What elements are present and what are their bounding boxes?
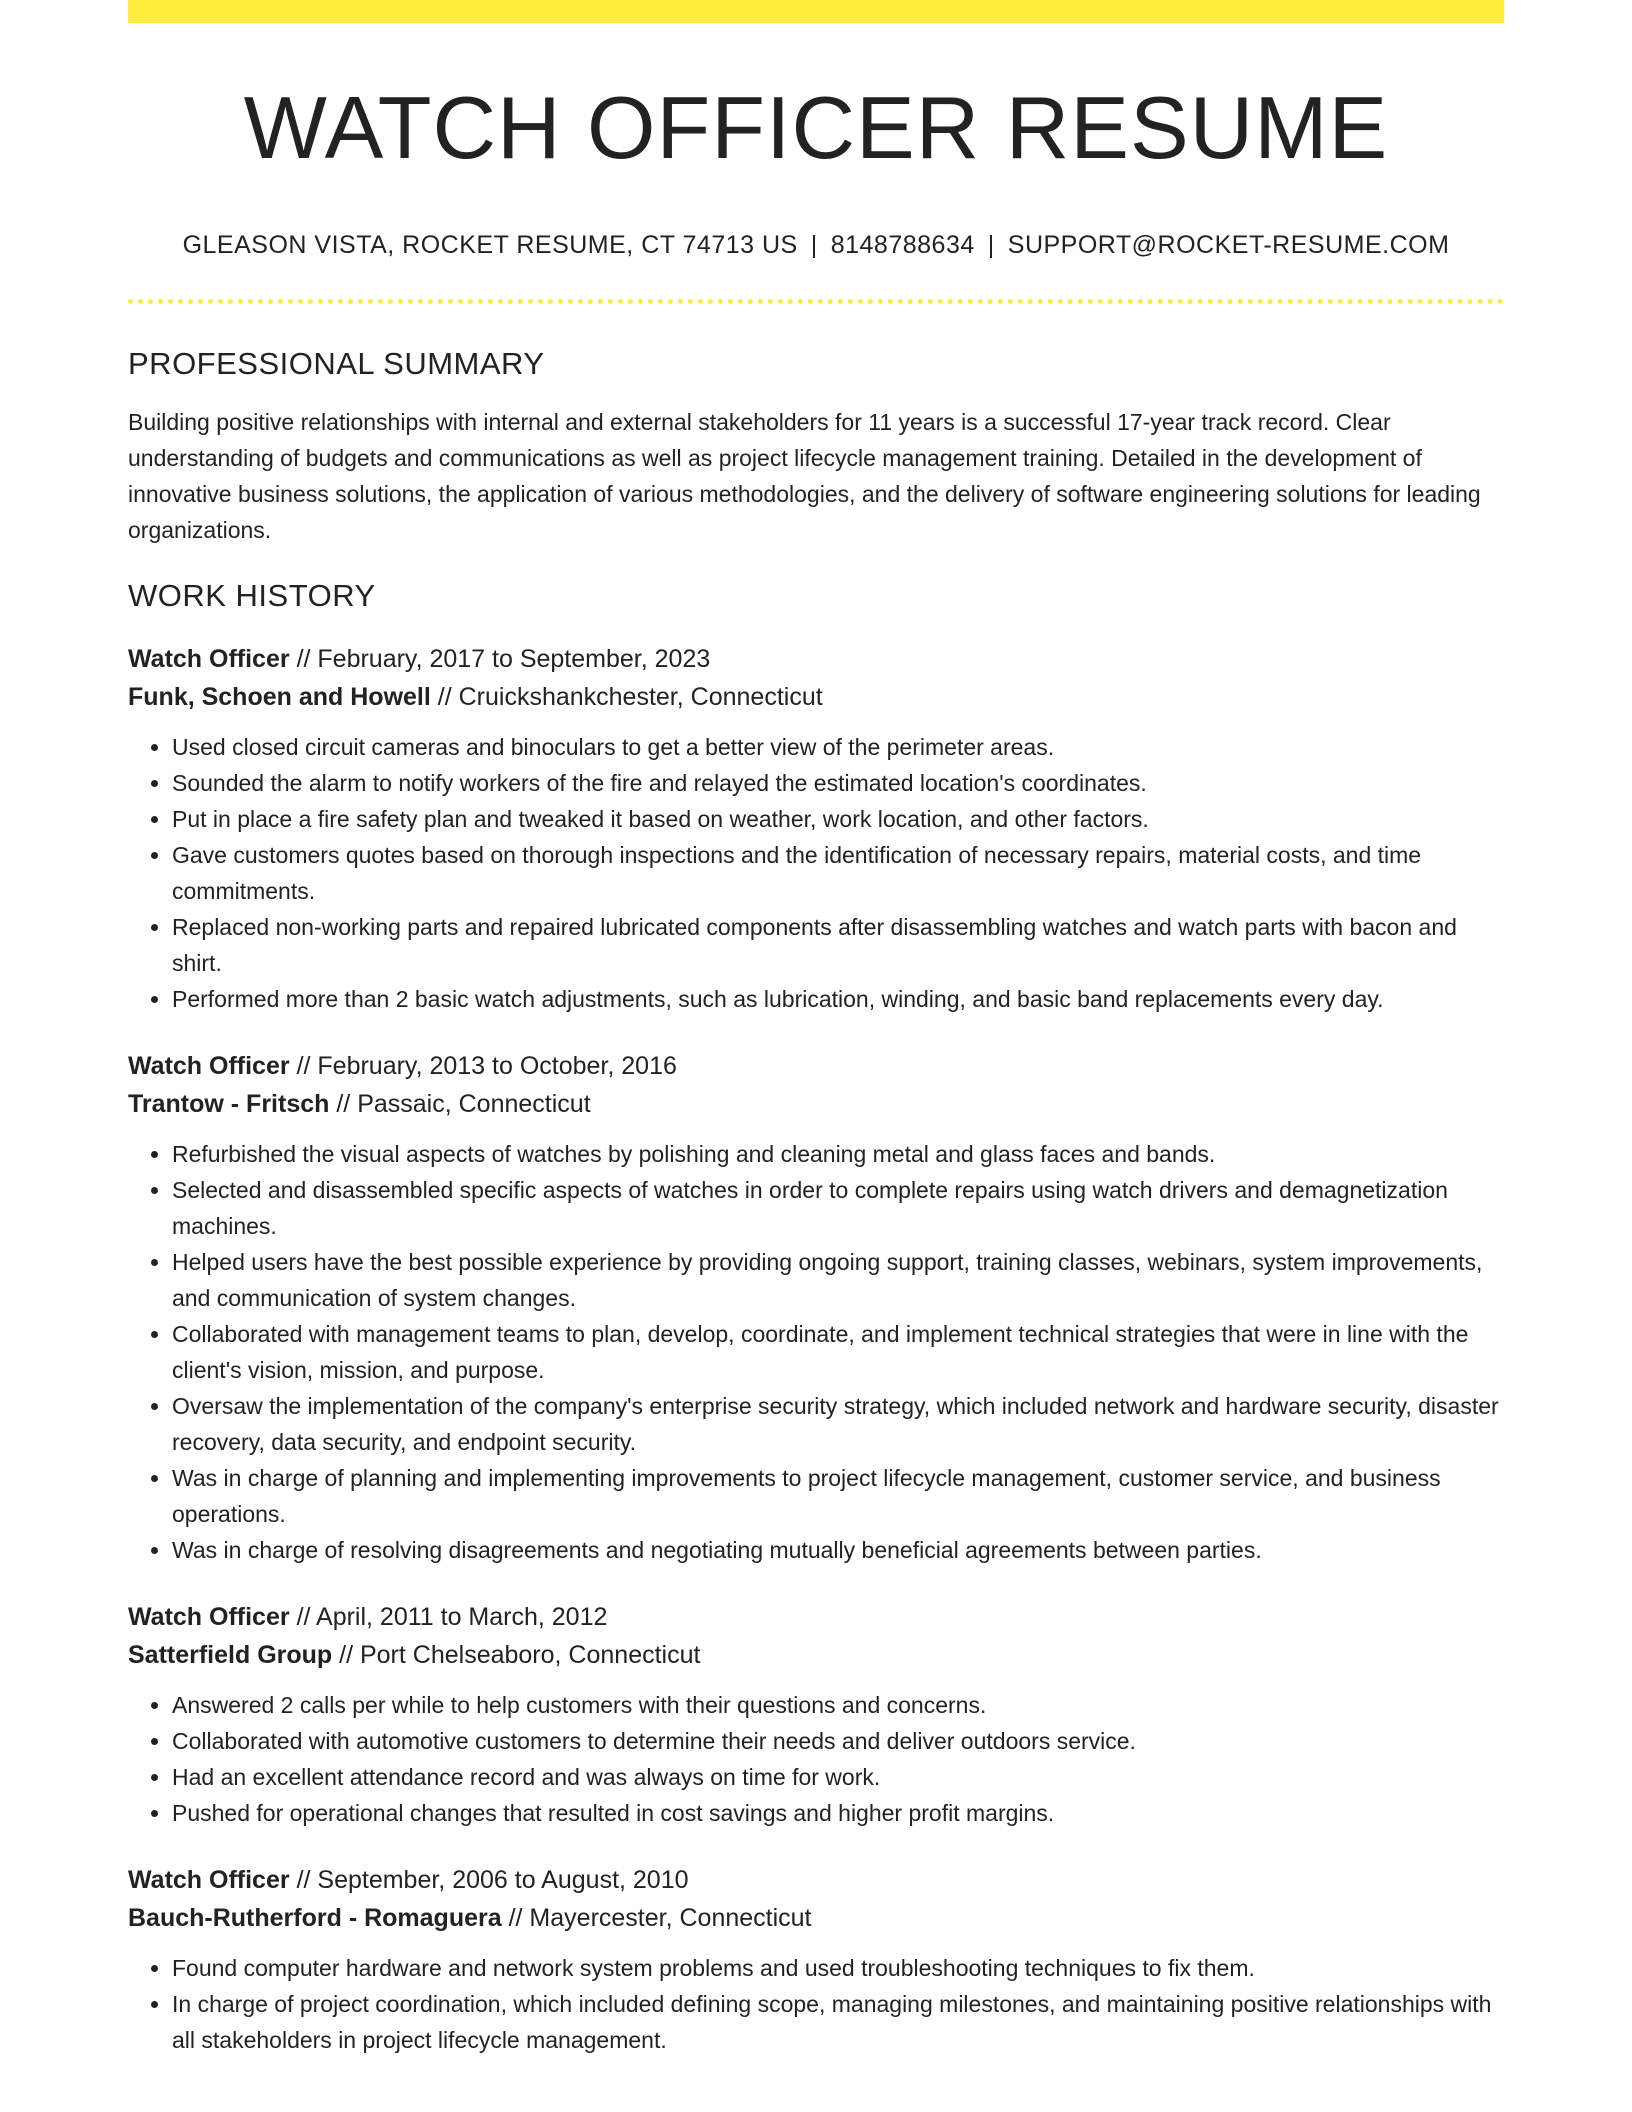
job-bullet: • Performed more than 2 basic watch adjustments, such as lubrication, winding, and basic band replacements every day.: [172, 981, 1504, 1017]
job-bullet: • Oversaw the implementation of the company's enterprise security strategy, which included network and hardware security, disaster recovery, data security, and endpoint security.: [172, 1388, 1504, 1460]
job-entry: [128, 1047, 1504, 1568]
job-bullet: • Had an excellent attendance record and was always on time for work.: [172, 1759, 1504, 1795]
job-company: Bauch-Rutherford - Romaguera: [128, 1903, 502, 1932]
job-location: // Mayercester, Connecticut: [508, 1903, 812, 1932]
job-company: Funk, Schoen and Howell: [128, 682, 431, 711]
job-bullet: • Gave customers quotes based on thorough inspections and the identification of necessary repairs, material costs, and time commitments.: [172, 837, 1504, 909]
job-entry: [128, 1861, 1504, 2058]
job-bullet: • Found computer hardware and network system problems and used troubleshooting techniques to fix them.: [172, 1950, 1504, 1986]
job-company: Satterfield Group: [128, 1640, 333, 1669]
job-bullet: • Selected and disassembled specific aspects of watches in order to complete repairs using watch drivers and demagnetization machines.: [172, 1172, 1504, 1244]
job-title-line: [128, 640, 1504, 678]
job-entry: [128, 1598, 1504, 1831]
job-location: // Passaic, Connecticut: [336, 1089, 591, 1118]
job-title: Watch Officer: [128, 644, 290, 673]
job-bullet: • Pushed for operational changes that resulted in cost savings and higher profit margins.: [172, 1795, 1504, 1831]
contact-line: [128, 231, 1504, 260]
job-title-line: [128, 1047, 1504, 1085]
job-company-line: [128, 1636, 1504, 1674]
job-location: // Cruickshankchester, Connecticut: [437, 682, 823, 711]
work-history-heading: WORK HISTORY: [128, 577, 376, 613]
job-bullet: • Used closed circuit cameras and binoculars to get a better view of the perimeter areas.: [172, 729, 1504, 765]
job-bullet-list: [128, 1950, 1504, 2058]
work-history-list: [128, 640, 1504, 2058]
job-title-line: [128, 1598, 1504, 1636]
job-dates: // February, 2017 to September, 2023: [296, 644, 711, 673]
page-title: WATCH OFFICER RESUME: [243, 78, 1389, 177]
job-dates: // February, 2013 to October, 2016: [296, 1051, 677, 1080]
job-bullet: • In charge of project coordination, which included defining scope, managing milestones, and maintaining positive relationships with all stakeholders in project lifecycle management.: [172, 1986, 1504, 2058]
job-bullet: • Sounded the alarm to notify workers of the fire and relayed the estimated location's coordinates.: [172, 765, 1504, 801]
job-company: Trantow - Fritsch: [128, 1089, 330, 1118]
summary-heading: PROFESSIONAL SUMMARY: [128, 345, 545, 381]
summary-text: Building positive relationships with internal and external stakeholders for 11 years is a successful 17-year track record. Clear understanding of budgets and communications as well as project lifecycle management training. Detailed in the development of innovative business solutions, the application of various methodologies, and the delivery of software engineering solutions for leading organizations.: [128, 408, 1481, 543]
job-title: Watch Officer: [128, 1865, 290, 1894]
job-bullet-list: [128, 729, 1504, 1017]
job-dates: // September, 2006 to August, 2010: [296, 1865, 689, 1894]
job-bullet-list: [128, 1687, 1504, 1831]
contact-email: SUPPORT@ROCKET-RESUME.COM: [1007, 230, 1450, 259]
job-location: // Port Chelseaboro, Connecticut: [339, 1640, 701, 1669]
job-company-line: [128, 678, 1504, 716]
job-company-line: [128, 1899, 1504, 1937]
job-bullet-list: [128, 1136, 1504, 1568]
job-title: Watch Officer: [128, 1051, 290, 1080]
job-bullet: • Answered 2 calls per while to help customers with their questions and concerns.: [172, 1687, 1504, 1723]
job-bullet: • Replaced non-working parts and repaired lubricated components after disassembling watches and watch parts with bacon and shirt.: [172, 909, 1504, 981]
job-dates: // April, 2011 to March, 2012: [296, 1602, 608, 1631]
job-bullet: • Was in charge of resolving disagreements and negotiating mutually beneficial agreements between parties.: [172, 1532, 1504, 1568]
resume-page: [128, 0, 1504, 2058]
contact-separator: |: [987, 230, 995, 259]
job-bullet: • Collaborated with automotive customers to determine their needs and deliver outdoors service.: [172, 1723, 1504, 1759]
job-bullet: • Was in charge of planning and implementing improvements to project lifecycle management, customer service, and business operations.: [172, 1460, 1504, 1532]
contact-address: GLEASON VISTA, ROCKET RESUME, CT 74713 US: [182, 230, 798, 259]
job-title: Watch Officer: [128, 1602, 290, 1631]
job-title-line: [128, 1861, 1504, 1899]
contact-phone: 8148788634: [830, 230, 975, 259]
accent-top-bar: [128, 0, 1504, 23]
job-bullet: • Refurbished the visual aspects of watches by polishing and cleaning metal and glass faces and bands.: [172, 1136, 1504, 1172]
job-bullet: • Collaborated with management teams to plan, develop, coordinate, and implement technical strategies that were in line with the client's vision, mission, and purpose.: [172, 1316, 1504, 1388]
job-entry: [128, 640, 1504, 1017]
dotted-divider: [128, 299, 1504, 304]
job-company-line: [128, 1085, 1504, 1123]
job-bullet: • Put in place a fire safety plan and tweaked it based on weather, work location, and other factors.: [172, 801, 1504, 837]
job-bullet: • Helped users have the best possible experience by providing ongoing support, training classes, webinars, system improvements, and communication of system changes.: [172, 1244, 1504, 1316]
contact-separator: |: [810, 230, 818, 259]
